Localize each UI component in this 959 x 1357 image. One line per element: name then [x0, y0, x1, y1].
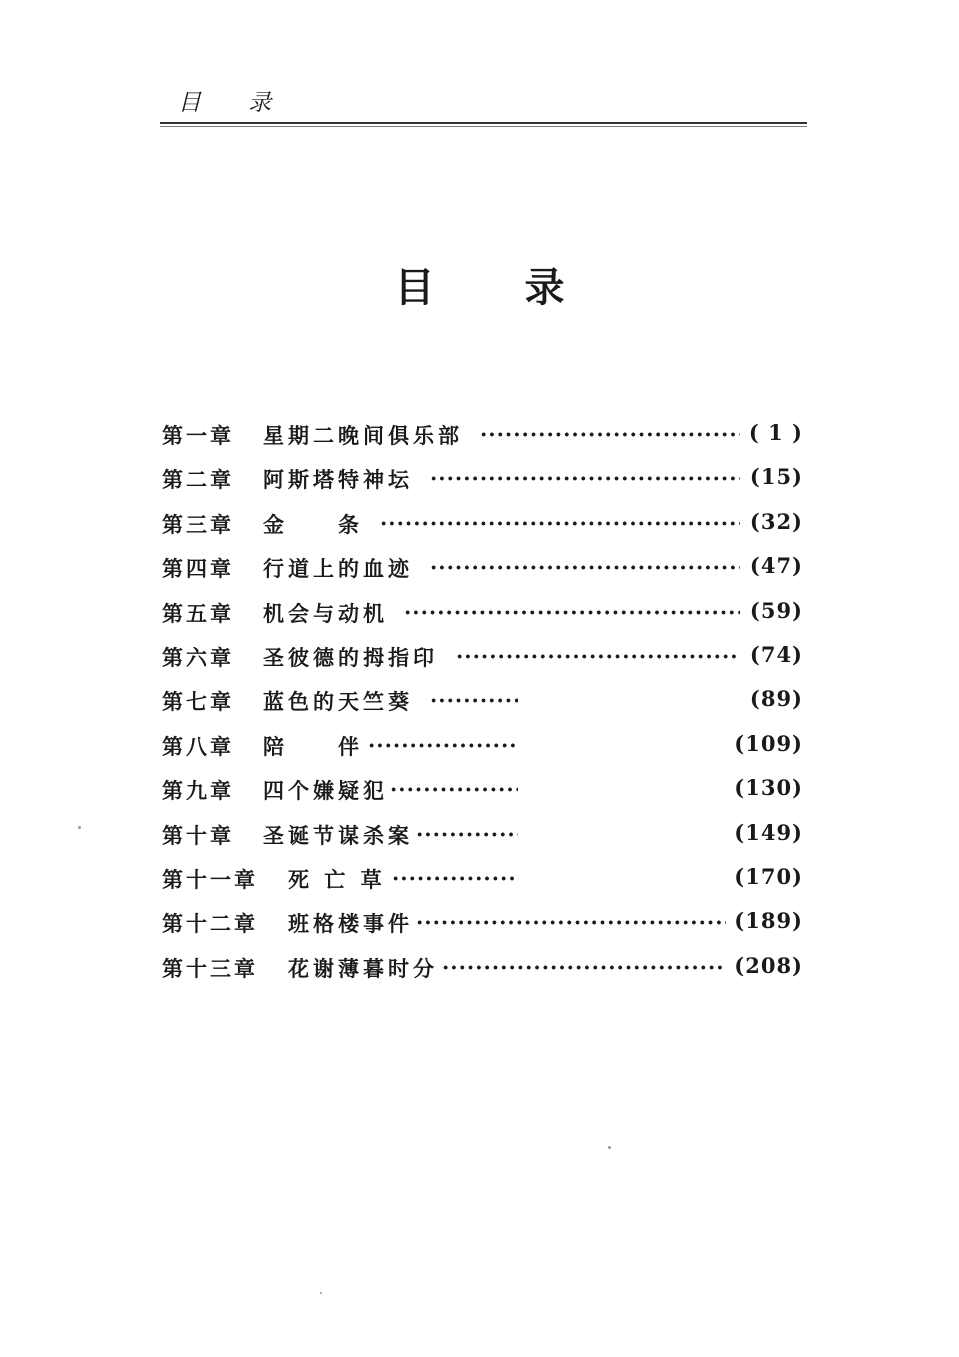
toc-entry[interactable]: [160, 900, 807, 944]
toc-chapter-title: 星期二晚间俱乐部: [263, 423, 463, 448]
toc-entry[interactable]: [160, 767, 807, 811]
toc-entry[interactable]: [160, 678, 807, 722]
toc-chapter-title: 圣诞节谋杀案: [263, 822, 413, 848]
toc-page-number: (32): [749, 508, 803, 534]
toc-page-number: (74): [749, 641, 803, 667]
header-rule: [160, 122, 807, 127]
toc-chapter-title: 花谢薄暮时分: [288, 955, 438, 981]
toc-chapter-number: 第八章: [162, 733, 234, 759]
toc-entry[interactable]: [160, 456, 807, 500]
toc-entry[interactable]: [160, 856, 807, 900]
toc-entry[interactable]: [160, 501, 807, 545]
toc-page-number: ( 1 ): [748, 420, 803, 445]
toc-chapter-number: 第六章: [162, 644, 234, 670]
toc-leader-dots: [456, 644, 740, 668]
toc-chapter-number: 第一章: [162, 423, 234, 448]
toc-leader-dots: [380, 511, 740, 535]
toc-page-number: (59): [749, 597, 803, 623]
toc-chapter-title: 行道上的血迹: [263, 556, 413, 582]
toc-entry[interactable]: [160, 545, 807, 589]
toc-page-number: (208): [734, 952, 803, 978]
toc-chapter-number: 第十二章: [162, 911, 258, 937]
table-of-contents: [160, 412, 807, 989]
toc-page-number: (189): [734, 908, 803, 934]
toc-page-number: (149): [734, 819, 803, 845]
scan-speck: [320, 1292, 322, 1294]
toc-leader-dots: [430, 688, 518, 712]
toc-chapter-number: 第九章: [162, 778, 234, 804]
toc-entry[interactable]: [160, 723, 807, 767]
toc-leader-dots: [416, 822, 518, 846]
page-title: [0, 256, 959, 313]
title-char-1: 目: [394, 264, 435, 311]
toc-page-number: (89): [749, 686, 803, 712]
toc-leader-dots: [416, 910, 726, 934]
toc-leader-dots: [430, 466, 740, 490]
toc-chapter-title: 金 条: [263, 511, 363, 537]
toc-leader-dots: [390, 777, 518, 801]
toc-chapter-title: 死 亡 草: [288, 866, 386, 892]
running-head: 目 录: [178, 90, 292, 116]
toc-leader-dots: [430, 555, 740, 579]
title-char-2: 录: [524, 264, 565, 311]
toc-entry[interactable]: [160, 945, 807, 989]
toc-entry[interactable]: [160, 812, 807, 856]
toc-chapter-number: 第三章: [162, 511, 234, 537]
toc-chapter-number: 第五章: [162, 600, 234, 626]
toc-entry[interactable]: [160, 412, 807, 456]
toc-chapter-number: 第十三章: [162, 955, 258, 981]
toc-chapter-number: 第四章: [162, 556, 234, 582]
toc-leader-dots: [392, 866, 518, 890]
toc-chapter-title: 蓝色的天竺葵: [263, 689, 413, 715]
toc-chapter-title: 阿斯塔特神坛: [263, 467, 413, 493]
toc-page-number: (109): [734, 730, 803, 756]
toc-leader-dots: [442, 955, 726, 979]
toc-page-number: (47): [749, 553, 803, 579]
scan-speck: [78, 826, 81, 829]
toc-page-number: (15): [749, 464, 803, 490]
toc-leader-dots: [404, 600, 740, 624]
toc-chapter-number: 第十章: [162, 822, 234, 848]
toc-page-number: (130): [734, 775, 803, 801]
toc-chapter-title: 班格楼事件: [288, 911, 413, 937]
toc-chapter-number: 第十一章: [162, 866, 258, 892]
toc-leader-dots: [368, 733, 518, 757]
toc-entry[interactable]: [160, 590, 807, 634]
toc-chapter-title: 机会与动机: [263, 600, 388, 626]
toc-page-number: (170): [734, 863, 803, 889]
toc-chapter-number: 第七章: [162, 689, 234, 715]
toc-chapter-title: 四个嫌疑犯: [263, 778, 388, 804]
toc-chapter-title: 圣彼德的拇指印: [263, 644, 438, 670]
toc-chapter-title: 陪 伴: [263, 733, 363, 759]
scan-speck: [608, 1146, 611, 1149]
toc-chapter-number: 第二章: [162, 467, 234, 493]
toc-entry[interactable]: [160, 634, 807, 678]
toc-leader-dots: [480, 422, 740, 446]
